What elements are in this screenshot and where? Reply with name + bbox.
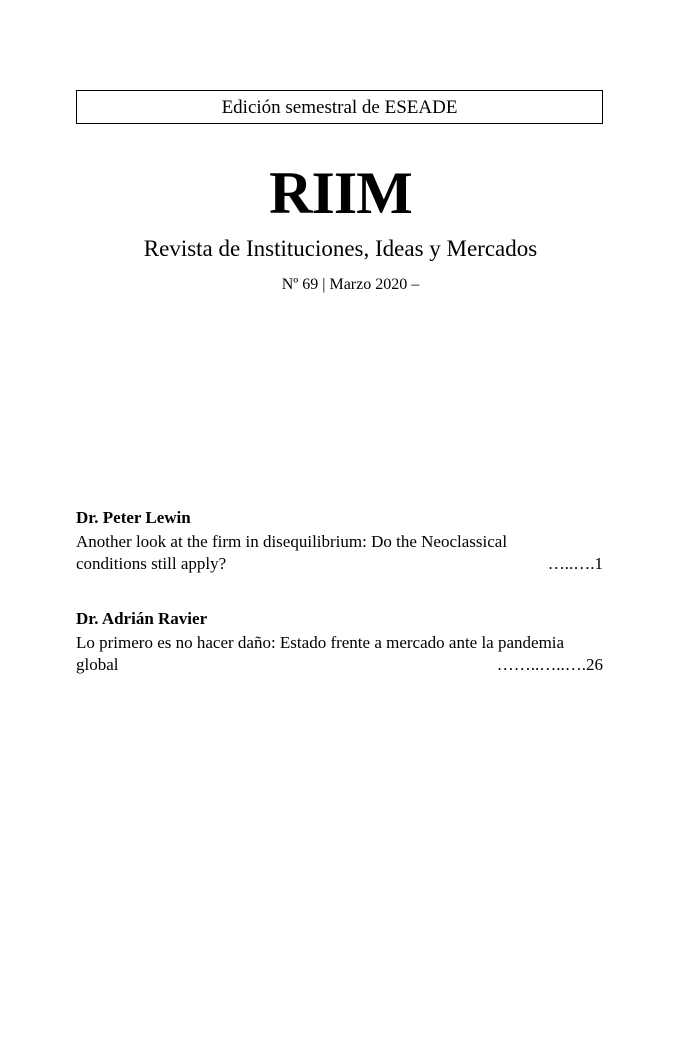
toc-article-title: Lo primero es no hacer daño: Estado frente a mercado ante la pandemia <box>76 633 565 652</box>
toc-author: Dr. Adrián Ravier <box>76 609 208 628</box>
toc-article-title-continued: conditions still apply? <box>76 554 227 573</box>
toc-article-title-continued: global <box>76 655 119 674</box>
toc-title-continuation-row <box>76 553 603 575</box>
journal-subtitle: Revista de Instituciones, Ideas y Mercados <box>143 236 538 261</box>
edition-banner <box>76 90 603 124</box>
issue-line: Nº 69 | Marzo 2020 – <box>281 276 420 293</box>
journal-title: RIIM <box>269 160 412 226</box>
toc-entry <box>76 608 603 676</box>
toc-entry <box>76 507 603 575</box>
toc-page-number: ……..…..….26 <box>496 655 603 674</box>
toc-page-number: …..….1 <box>547 554 603 573</box>
toc-title-continuation-row <box>76 654 603 676</box>
toc-author: Dr. Peter Lewin <box>76 508 191 527</box>
toc-article-title: Another look at the firm in disequilibrium: Do the Neoclassical <box>76 532 508 551</box>
edition-text: Edición semestral de ESEADE <box>221 97 458 118</box>
table-of-contents <box>76 507 603 709</box>
